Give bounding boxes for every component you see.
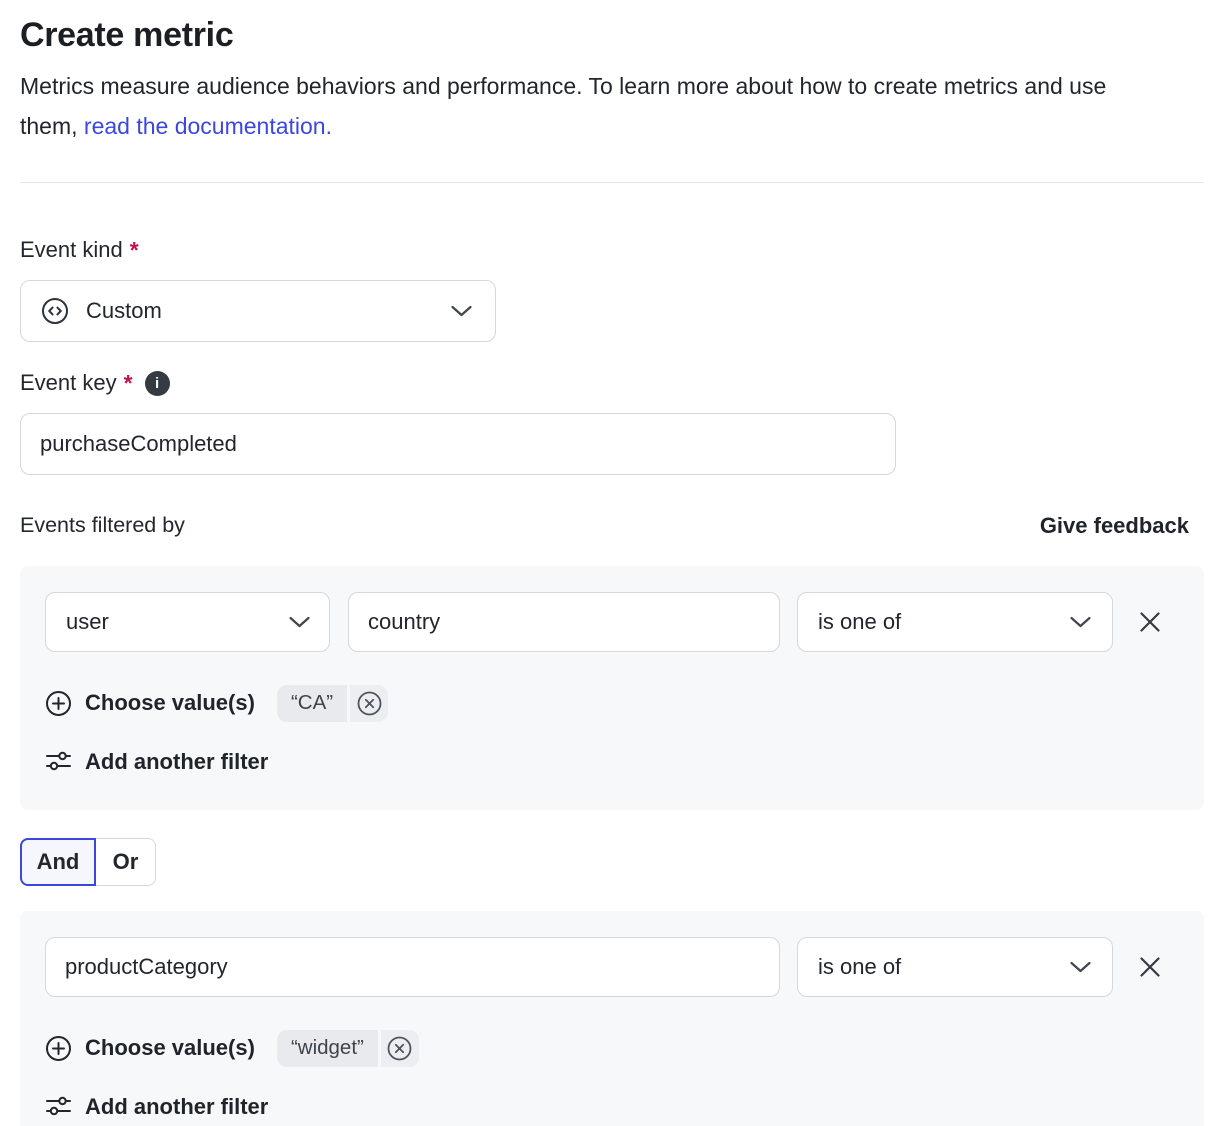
add-another-filter-button[interactable] [45, 1094, 268, 1120]
attribute-input[interactable] [348, 592, 780, 652]
filter-row [45, 592, 1179, 652]
page-description-text: Metrics measure audience behaviors and performance. To learn more about how to create metrics and use them, [20, 72, 1107, 139]
filter-row [45, 937, 1179, 997]
and-button[interactable]: And [20, 838, 96, 886]
choose-values-label: Choose value(s) [85, 1035, 255, 1060]
remove-value-button[interactable] [381, 1030, 419, 1067]
add-another-filter-label: Add another filter [85, 748, 269, 774]
code-circle-icon [41, 297, 69, 325]
plus-circle-icon [45, 1035, 72, 1062]
operator-value: is one of [818, 608, 902, 634]
give-feedback-link[interactable]: Give feedback [1039, 512, 1189, 538]
choose-values-row [45, 1030, 1179, 1067]
value-chip-text: “widget” [277, 1030, 378, 1067]
add-another-filter-label: Add another filter [85, 1093, 269, 1119]
page-description [20, 66, 1170, 146]
context-kind-value: user [66, 608, 109, 634]
add-filter-row [45, 749, 1179, 775]
event-key-input[interactable] [20, 413, 896, 475]
page-title: Create metric [20, 16, 234, 54]
choose-values-row [45, 685, 1179, 722]
required-asterisk: * [129, 236, 139, 263]
event-key-label [20, 370, 1204, 397]
logic-toggle [20, 838, 1204, 886]
add-another-filter-button[interactable] [45, 749, 268, 775]
circle-x-icon [385, 1034, 414, 1063]
choose-values-label: Choose value(s) [85, 690, 255, 715]
chevron-down-icon [450, 304, 473, 318]
operator-select[interactable] [797, 592, 1113, 652]
operator-select[interactable] [797, 937, 1113, 997]
filter-group-2 [20, 911, 1204, 1126]
create-metric-page [0, 14, 1224, 1126]
remove-value-button[interactable] [350, 685, 388, 722]
documentation-link[interactable]: read the documentation. [83, 112, 332, 139]
chevron-down-icon [288, 615, 311, 629]
or-button[interactable]: Or [95, 838, 156, 886]
circle-x-icon [355, 689, 384, 718]
choose-values-button[interactable] [45, 690, 255, 717]
context-kind-select[interactable] [45, 592, 330, 652]
value-chip [277, 685, 388, 722]
info-icon[interactable]: i [145, 371, 170, 396]
add-filter-row [45, 1094, 1179, 1120]
plus-circle-icon [45, 690, 72, 717]
operator-value: is one of [818, 953, 902, 979]
chevron-down-icon [1069, 960, 1092, 974]
required-asterisk: * [123, 369, 133, 396]
value-chip-text: “CA” [277, 685, 347, 722]
header-divider [20, 182, 1204, 183]
sliders-icon [45, 1095, 72, 1118]
filter-group-1 [20, 566, 1204, 810]
remove-filter-button[interactable] [1133, 605, 1167, 639]
remove-filter-button[interactable] [1133, 950, 1167, 984]
event-kind-label [20, 237, 1204, 264]
close-x-icon [1136, 608, 1164, 636]
filters-header [20, 513, 1204, 539]
choose-values-button[interactable] [45, 1035, 255, 1062]
sliders-icon [45, 750, 72, 773]
value-chip [277, 1030, 419, 1067]
event-kind-select[interactable] [20, 280, 496, 342]
event-key-label-text: Event key [20, 370, 117, 395]
close-x-icon [1136, 953, 1164, 981]
event-kind-label-text: Event kind [20, 237, 123, 262]
chevron-down-icon [1069, 615, 1092, 629]
event-kind-selected-value: Custom [86, 297, 162, 323]
events-filtered-by-label: Events filtered by [20, 513, 185, 537]
attribute-input[interactable] [45, 937, 780, 997]
